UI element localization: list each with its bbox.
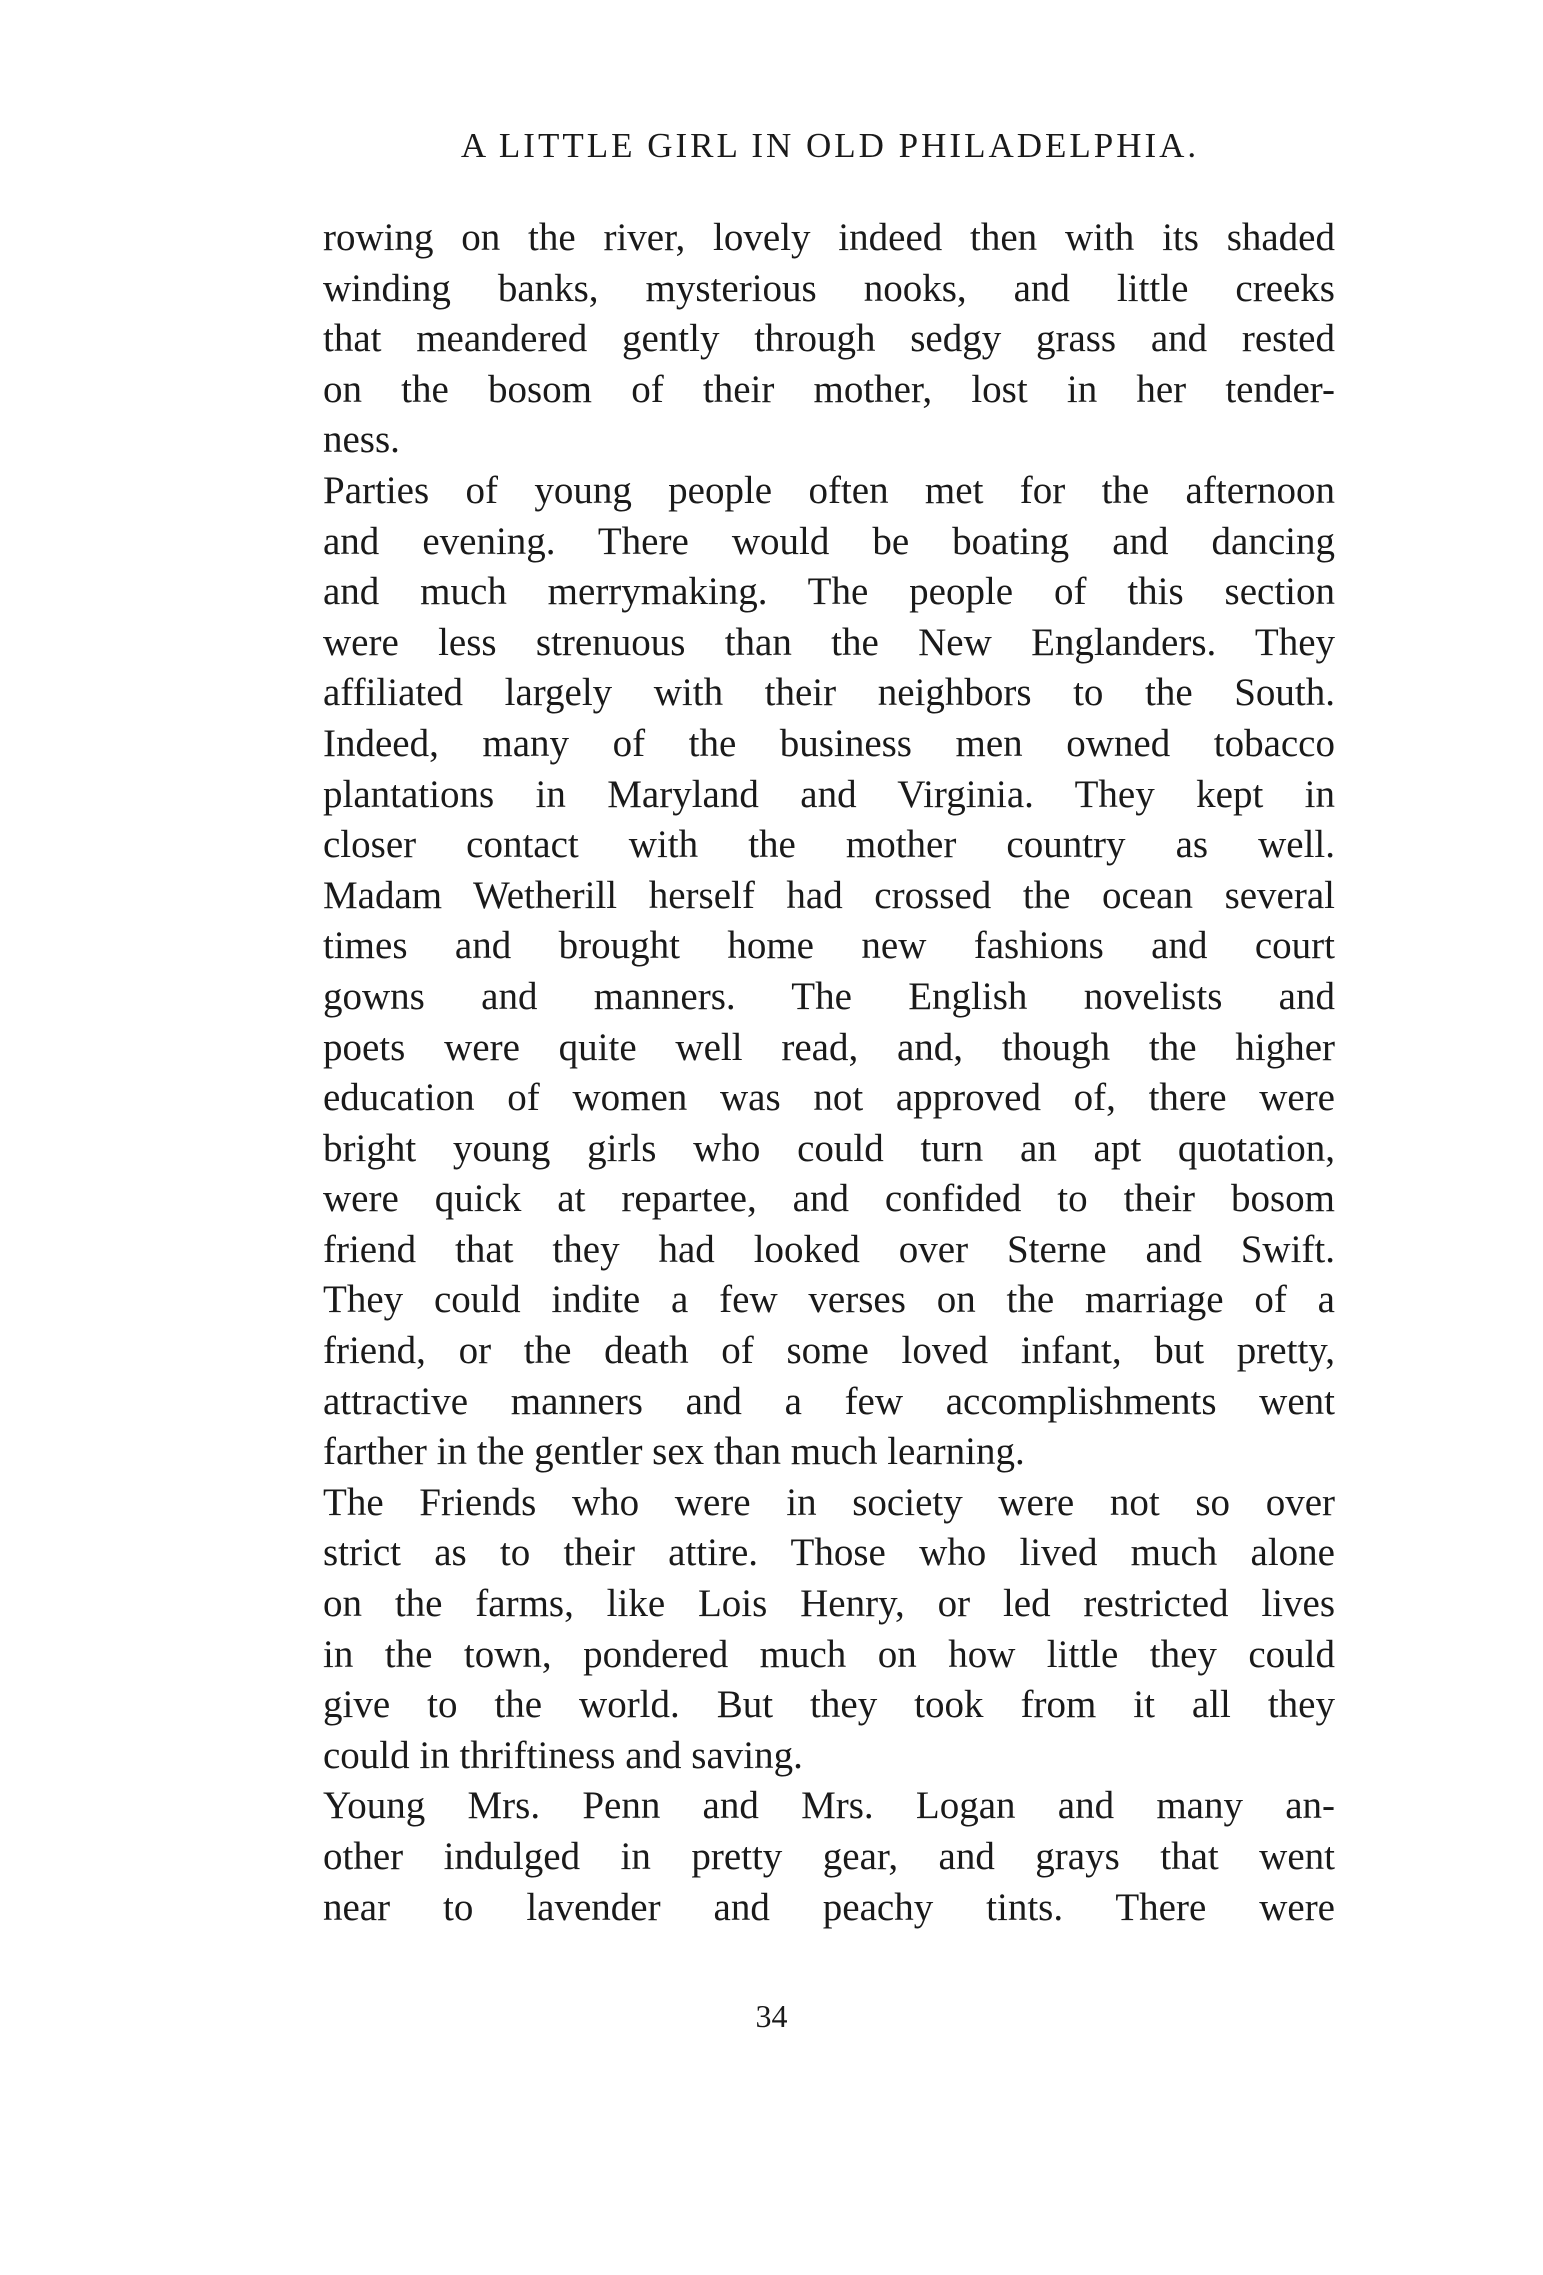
text-line: Young Mrs. Penn and Mrs. Logan and many an- — [323, 1784, 1335, 1828]
text-line: strict as to their attire. Those who lived much alone — [323, 1531, 1335, 1575]
text-line: rowing on the river, lovely indeed then with its shaded — [323, 216, 1335, 259]
text-line: education of women was not approved of, there were — [323, 1076, 1335, 1120]
text-line: could in thriftiness and saving. — [323, 1733, 803, 1777]
text-line: on the farms, like Lois Henry, or led restricted lives — [323, 1582, 1335, 1626]
paragraph — [323, 466, 1335, 1478]
text-line: friend that they had looked over Sterne and Swift. — [323, 1227, 1335, 1271]
text-line: other indulged in pretty gear, and grays that went — [323, 1835, 1335, 1878]
text-line: winding banks, mysterious nooks, and little creeks — [323, 266, 1335, 310]
text-line: in the town, pondered much on how little they could — [323, 1632, 1335, 1676]
text-line: give to the world. But they took from it all they — [323, 1683, 1335, 1727]
text-line: on the bosom of their mother, lost in her tender- — [323, 367, 1335, 411]
text-line: Madam Wetherill herself had crossed the ocean several — [323, 873, 1335, 917]
text-line: attractive manners and a few accomplishments went — [323, 1379, 1335, 1423]
text-line: near to lavender and peachy tints. There were — [323, 1885, 1335, 1929]
text-line: bright young girls who could turn an apt quotation, — [323, 1126, 1335, 1170]
text-line: times and brought home new fashions and court — [323, 924, 1335, 968]
page-body — [323, 213, 1335, 1933]
running-title: A LITTLE GIRL IN OLD PHILADELPHIA. — [460, 126, 1200, 165]
text-line: and evening. There would be boating and dancing — [323, 519, 1335, 563]
text-line: ness. — [323, 418, 400, 462]
text-line: gowns and manners. The English novelists and — [323, 974, 1335, 1018]
paragraph — [323, 1478, 1335, 1782]
text-line: and much merrymaking. The people of this section — [323, 570, 1335, 614]
text-line: The Friends who were in society were not so over — [323, 1480, 1335, 1524]
text-line: closer contact with the mother country as well. — [323, 823, 1335, 867]
text-line: poets were quite well read, and, though the higher — [323, 1025, 1335, 1069]
text-line: They could indite a few verses on the marriage of a — [323, 1278, 1335, 1322]
text-line: were less strenuous than the New Englanders. They — [323, 620, 1335, 664]
paragraph — [323, 213, 1335, 466]
text-line: Indeed, many of the business men owned tobacco — [323, 721, 1335, 765]
text-line: plantations in Maryland and Virginia. They kept in — [323, 772, 1335, 816]
text-line: affiliated largely with their neighbors to the South. — [323, 671, 1335, 715]
text-line: Parties of young people often met for the afternoon — [323, 468, 1335, 512]
page-number: 34 — [755, 1998, 788, 2034]
text-line: that meandered gently through sedgy grass and rested — [323, 317, 1335, 361]
text-line: farther in the gentler sex than much learning. — [323, 1430, 1025, 1474]
text-line: were quick at repartee, and confided to their bosom — [323, 1177, 1335, 1221]
text-line: friend, or the death of some loved infant, but pretty, — [323, 1329, 1335, 1373]
paragraph — [323, 1781, 1335, 1933]
